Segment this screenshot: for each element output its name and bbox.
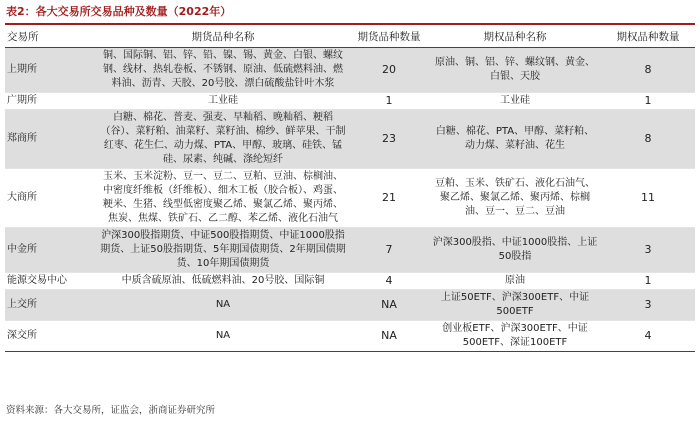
exchange-cell: 能源交易中心 xyxy=(5,273,97,290)
header-exchange: 交易所 xyxy=(7,30,39,43)
table-row xyxy=(5,273,695,290)
futures-products-cell: NA xyxy=(97,321,349,352)
futures-products-cell: 铜、国际铜、铝、锌、铅、镍、锡、黄金、白银、螺纹钢、线材、热轧卷板、不锈钢、原油、低硫燃料油、燃料油、沥青、天胶、20号胶、漂白硫酸盐针叶木浆 xyxy=(97,48,349,93)
futures-count-cell: 21 xyxy=(349,169,429,228)
futures-count-cell: 7 xyxy=(349,228,429,273)
futures-products-cell: 沪深300股指期货、中证500股指期货、中证1000股指期货、上证50股指期货、5年期国债期货、2年期国债期货、10年期国债期货 xyxy=(97,228,349,273)
table-row xyxy=(5,321,695,352)
futures-count-cell: NA xyxy=(349,290,429,321)
futures-count-cell: 20 xyxy=(349,48,429,93)
header-futures-products: 期货品种名称 xyxy=(191,30,255,43)
options-count-cell: 8 xyxy=(601,48,695,93)
table-caption: 表2：各大交易所交易品种及数量（2022年） xyxy=(6,5,232,18)
exchange-cell: 上期所 xyxy=(5,48,97,93)
futures-products-cell: NA xyxy=(97,290,349,321)
options-products-cell: 豆粕、玉米、铁矿石、液化石油气、聚乙烯、聚氯乙烯、聚丙烯、棕榈油、豆一、豆二、豆油 xyxy=(429,169,601,228)
futures-products-cell: 白糖、棉花、普麦、强麦、早籼稻、晚籼稻、粳稻（谷）、菜籽粕、油菜籽、菜籽油、棉纱、鲜苹果、干制红枣、花生仁、动力煤、PTA、甲醇、玻璃、硅铁、锰硅、尿素、纯碱、涤纶短纤 xyxy=(97,110,349,169)
futures-products-cell: 中质含硫原油、低硫燃料油、20号胶、国际铜 xyxy=(97,273,349,290)
table-row xyxy=(5,93,695,110)
table-row xyxy=(5,228,695,273)
options-count-cell: 11 xyxy=(601,169,695,228)
options-count-cell: 8 xyxy=(601,110,695,169)
header-options-products: 期权品种名称 xyxy=(483,30,547,43)
exchange-cell: 深交所 xyxy=(5,321,97,352)
options-count-cell: 3 xyxy=(601,228,695,273)
options-products-cell: 沪深300股指、中证1000股指、上证50股指 xyxy=(429,228,601,273)
exchange-cell: 郑商所 xyxy=(5,110,97,169)
options-products-cell: 原油 xyxy=(429,273,601,290)
futures-count-cell: 23 xyxy=(349,110,429,169)
futures-products-cell: 玉米、玉米淀粉、豆一、豆二、豆粕、豆油、棕榈油、中密度纤维板（纤维板）、细木工板（胶合板）、鸡蛋、粳米、生猪、线型低密度聚乙烯、聚氯乙烯、聚丙烯、焦炭、焦煤、铁矿石、乙二醇、苯乙烯、液化石油气 xyxy=(97,169,349,228)
options-products-cell: 工业硅 xyxy=(429,93,601,110)
source-note: 资料来源：各大交易所，证监会，浙商证券研究所 xyxy=(6,405,216,416)
exchange-cell: 中金所 xyxy=(5,228,97,273)
options-count-cell: 1 xyxy=(601,93,695,110)
options-products-cell: 白糖、棉花、PTA、甲醇、菜籽粕、动力煤、菜籽油、花生 xyxy=(429,110,601,169)
options-count-cell: 1 xyxy=(601,273,695,290)
exchange-cell: 广期所 xyxy=(5,93,97,110)
futures-count-cell: 1 xyxy=(349,93,429,110)
options-products-cell: 上证50ETF、沪深300ETF、中证500ETF xyxy=(429,290,601,321)
options-products-cell: 原油、铜、铝、锌、螺纹钢、黄金、白银、天胶 xyxy=(429,48,601,93)
options-products-cell: 创业板ETF、沪深300ETF、中证500ETF、深证100ETF xyxy=(429,321,601,352)
exchange-products-table xyxy=(5,23,695,352)
options-count-cell: 4 xyxy=(601,321,695,352)
futures-count-cell: 4 xyxy=(349,273,429,290)
exchange-cell: 上交所 xyxy=(5,290,97,321)
table-row xyxy=(5,169,695,228)
table-row xyxy=(5,290,695,321)
header-futures-count: 期货品种数量 xyxy=(357,30,421,43)
futures-count-cell: NA xyxy=(349,321,429,352)
table-header-row xyxy=(5,24,695,48)
table-row xyxy=(5,48,695,93)
exchange-cell: 大商所 xyxy=(5,169,97,228)
futures-products-cell: 工业硅 xyxy=(97,93,349,110)
header-options-count: 期权品种数量 xyxy=(616,30,680,43)
table-row xyxy=(5,110,695,169)
options-count-cell: 3 xyxy=(601,290,695,321)
